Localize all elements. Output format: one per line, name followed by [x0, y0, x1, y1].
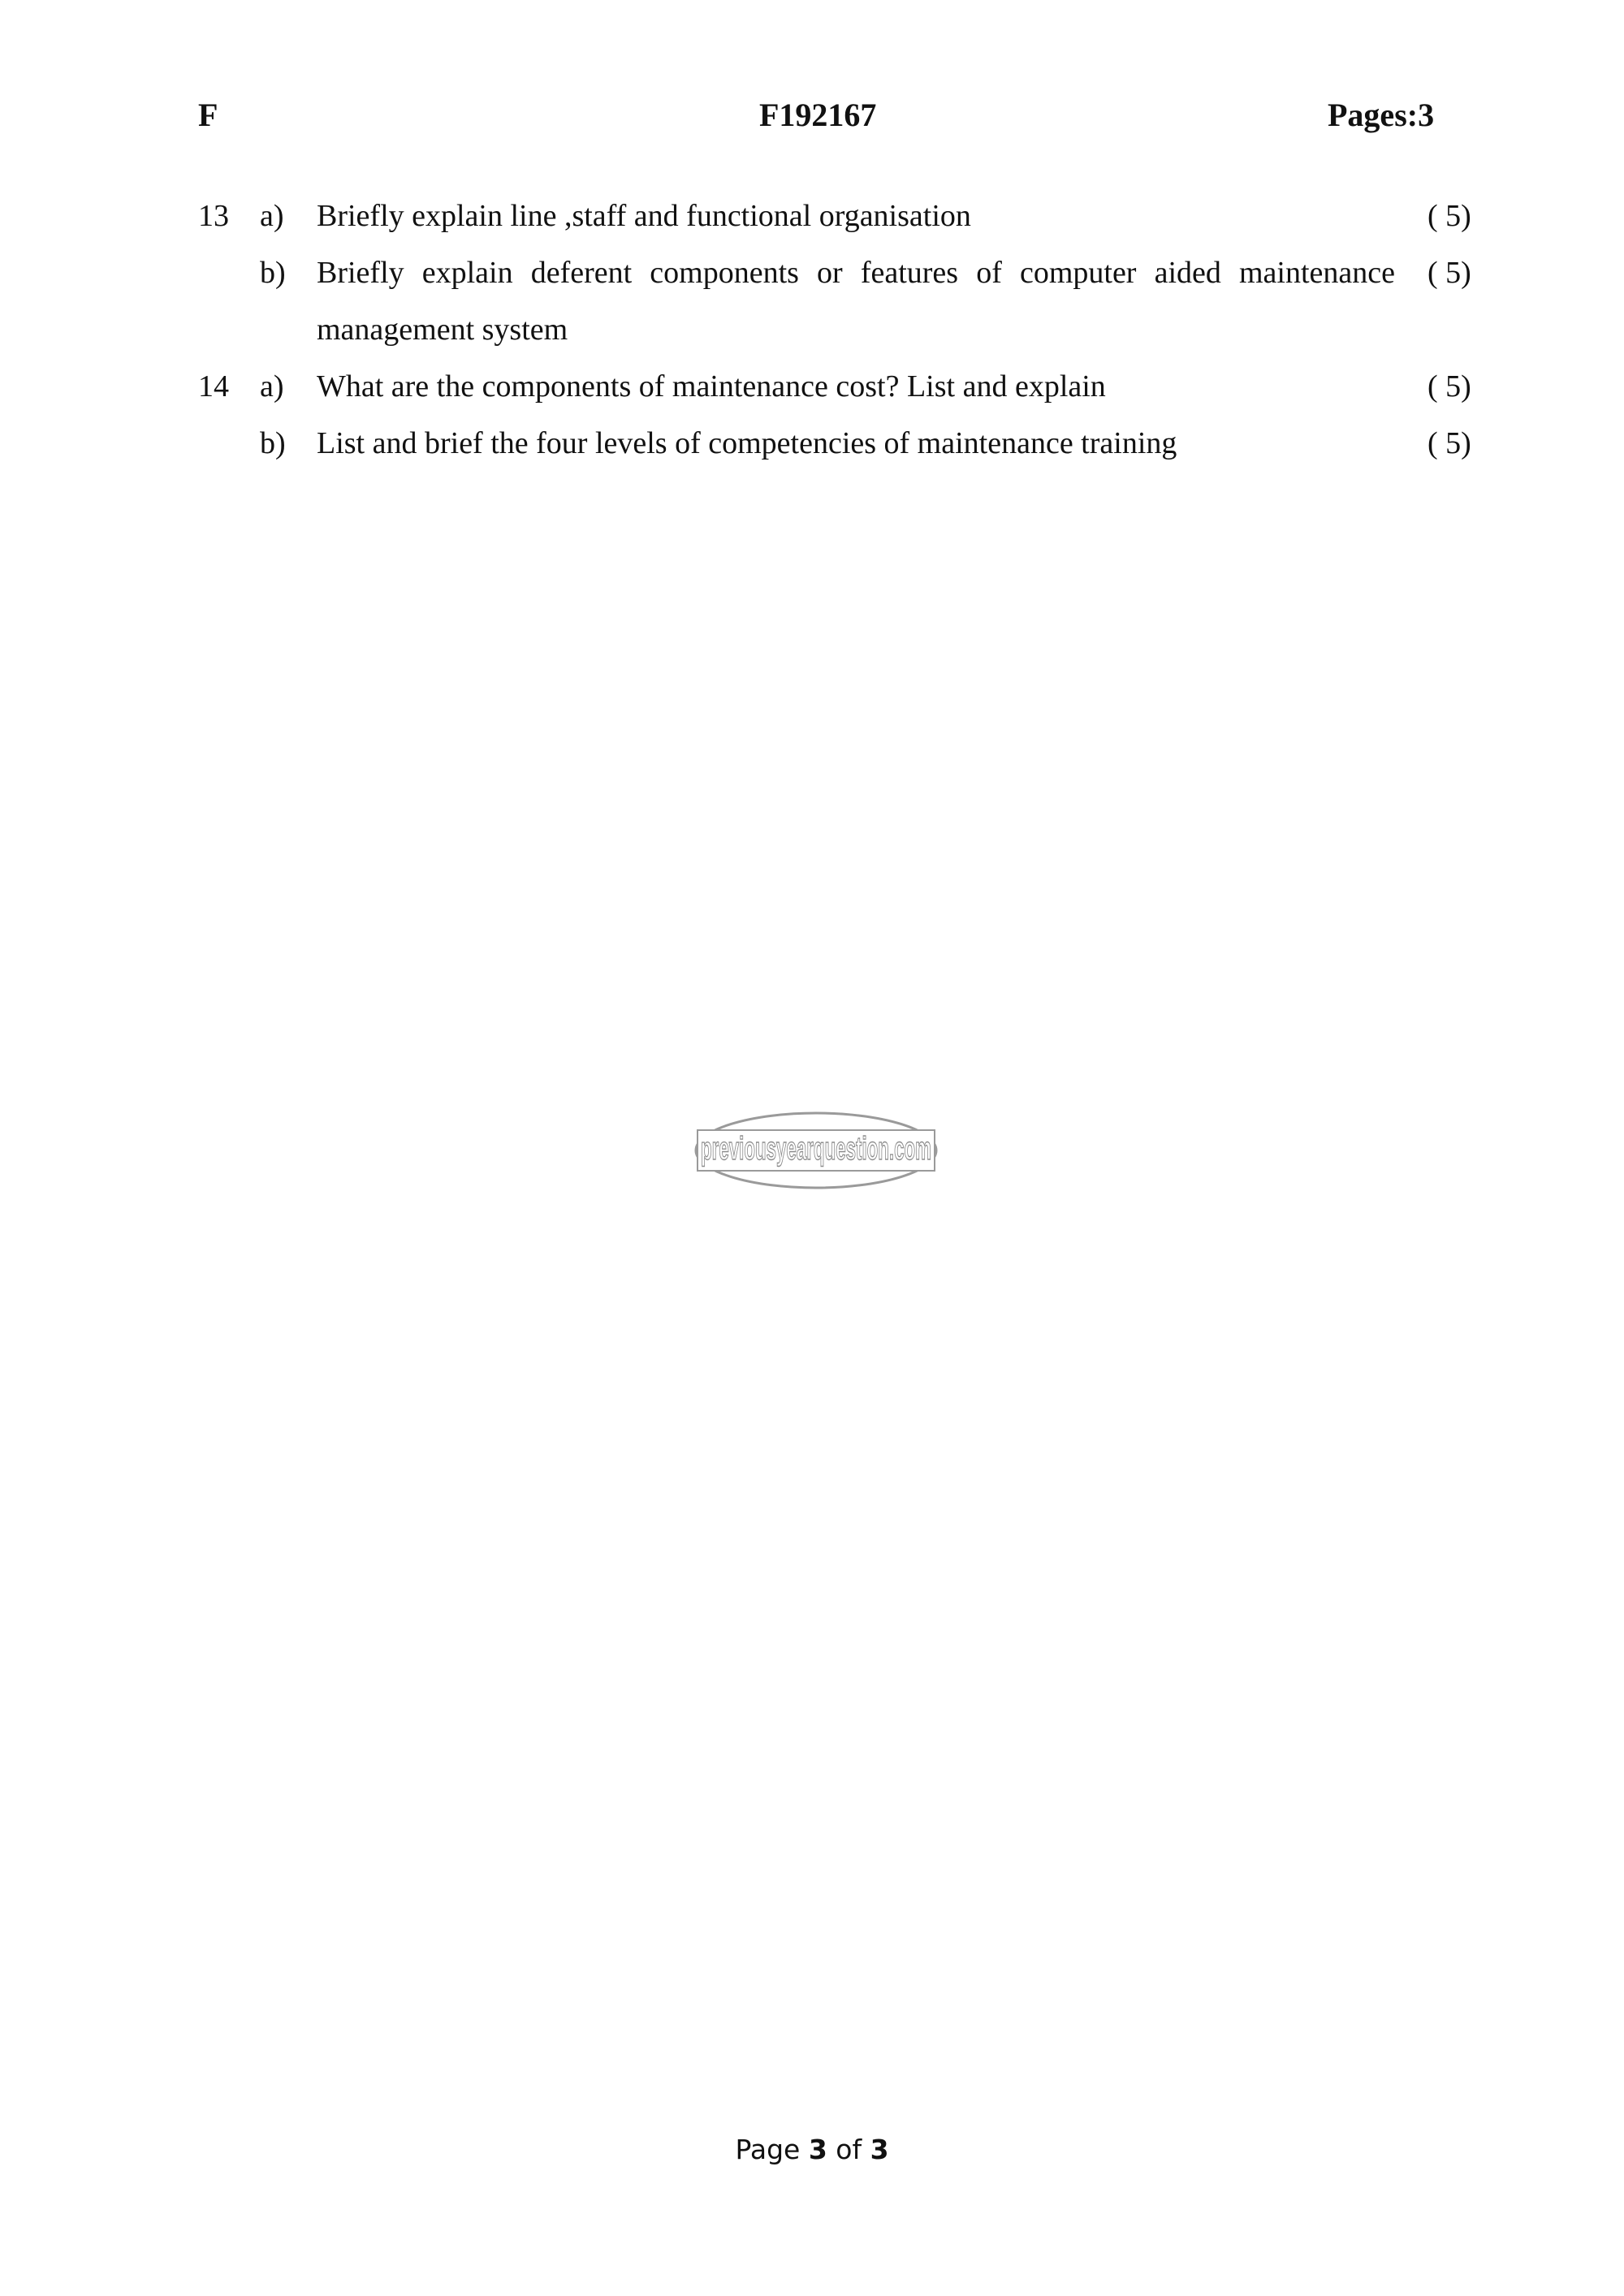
question-14a [0, 362, 1624, 411]
footer-prefix: Page [735, 2134, 809, 2165]
footer-current-page: 3 [808, 2134, 827, 2165]
question-part-label: b) [260, 426, 286, 460]
watermark-logo [694, 1111, 938, 1190]
question-marks: ( 5) [1427, 369, 1471, 404]
question-number: 13 [198, 199, 229, 233]
question-text: List and brief the four levels of competencies of maintenance training [317, 426, 1177, 460]
footer-total-pages: 3 [870, 2134, 889, 2165]
page-footer [0, 2134, 1624, 2165]
question-part-label: a) [260, 199, 284, 233]
question-number: 14 [198, 369, 229, 404]
footer-middle: of [827, 2134, 870, 2165]
header-series-code: F [198, 97, 218, 133]
question-13a [0, 192, 1624, 240]
question-marks: ( 5) [1427, 256, 1471, 290]
question-text: What are the components of maintenance cost? List and explain [317, 369, 1106, 404]
watermark-text: previousyearquestion.com [701, 1131, 931, 1167]
question-13b-continued [0, 305, 1624, 354]
question-text: Briefly explain line ,staff and functional organisation [317, 199, 971, 233]
question-part-label: a) [260, 369, 284, 404]
header-page-count: Pages:3 [1328, 97, 1435, 133]
question-text: Briefly explain deferent components or features of computer aided maintenance [317, 256, 1395, 290]
question-marks: ( 5) [1427, 199, 1471, 233]
question-14b [0, 419, 1624, 468]
question-marks: ( 5) [1427, 426, 1471, 460]
question-part-label: b) [260, 256, 286, 290]
question-13b [0, 248, 1624, 297]
question-text-continued: management system [317, 313, 568, 347]
page-header [0, 96, 1624, 145]
header-paper-code: F192167 [759, 97, 877, 133]
